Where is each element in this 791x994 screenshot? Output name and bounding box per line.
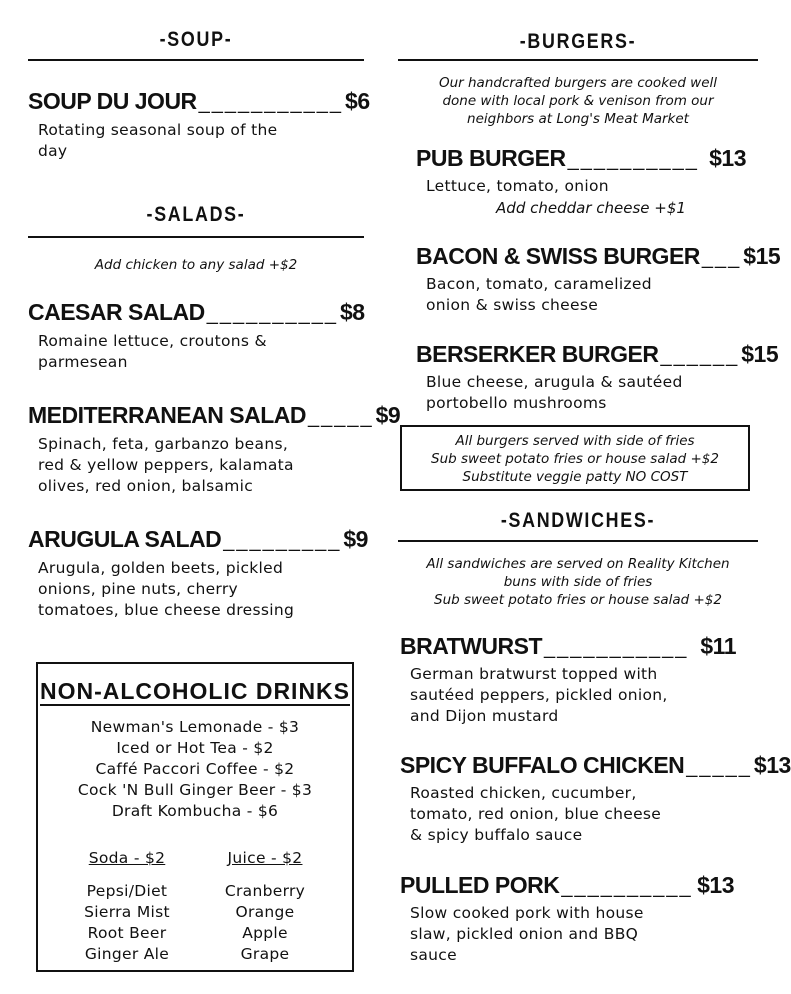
dot-leader: _____ — [308, 406, 374, 428]
juice-list — [200, 848, 330, 965]
item-price: $8 — [339, 299, 365, 325]
item-name: BRATWURST — [400, 633, 542, 659]
item-price: $9 — [375, 402, 401, 428]
item-name: BACON & SWISS BURGER — [416, 243, 700, 269]
burgers-section-title: -BURGERS- — [519, 30, 637, 53]
item-name: PULLED PORK — [400, 872, 560, 898]
item-name: CAESAR SALAD — [28, 299, 205, 325]
menu-item-spicy-buffalo-chicken — [400, 752, 791, 846]
drink-item: Iced or Hot Tea - $2 — [116, 739, 274, 757]
non-alcoholic-drinks-box — [36, 662, 354, 972]
dot-leader: _________ — [223, 530, 342, 552]
dot-leader: _____ — [686, 756, 752, 778]
menu-item-pub-burger — [416, 145, 746, 217]
dot-leader: ___ — [701, 247, 742, 269]
item-name: SPICY BUFFALO CHICKEN — [400, 752, 685, 778]
menu-item-bacon-swiss-burger — [416, 243, 781, 316]
item-name: PUB BURGER — [416, 145, 566, 171]
item-description: Lettuce, tomato, onion — [426, 177, 609, 195]
dot-leader: ______ — [660, 345, 740, 367]
item-price: $13 — [753, 752, 791, 778]
soda-heading: Soda - $2 — [88, 849, 166, 867]
item-price: $9 — [343, 526, 368, 552]
soda-item: Root Beer — [87, 924, 167, 942]
item-name: BERSERKER BURGER — [416, 341, 659, 367]
dot-leader: ___________ — [544, 637, 689, 659]
sandwiches-divider — [398, 540, 758, 542]
soda-item: Sierra Mist — [84, 903, 170, 921]
soda-list — [62, 848, 192, 965]
sandwiches-section-title: -SANDWICHES- — [500, 509, 656, 532]
drink-item: Newman's Lemonade - $3 — [90, 718, 300, 736]
juice-item: Cranberry — [224, 882, 306, 900]
burgers-note: Our handcrafted burgers are cooked well done with local pork & venison from our neighbors at Long's Meat Market — [438, 75, 718, 127]
salads-section-title: -SALADS- — [146, 203, 246, 226]
drink-item: Caffé Paccori Coffee - $2 — [95, 760, 295, 778]
soup-divider — [28, 59, 364, 61]
item-description: Spinach, feta, garbanzo beans, red & yellow peppers, kalamata olives, red onion, balsamic — [38, 435, 294, 495]
juice-heading: Juice - $2 — [227, 849, 303, 867]
item-name: MEDITERRANEAN SALAD — [28, 402, 306, 428]
dot-leader: __________ — [561, 876, 693, 898]
soda-item: Ginger Ale — [84, 945, 170, 963]
item-description: German bratwurst topped with sautéed peppers, pickled onion, and Dijon mustard — [410, 665, 668, 725]
drinks-title: NON-ALCOHOLIC DRINKS — [39, 678, 351, 704]
item-price: $15 — [741, 341, 779, 367]
item-addon-note: Add cheddar cheese +$1 — [496, 199, 686, 217]
item-price: $13 — [697, 872, 734, 898]
menu-item-caesar-salad — [28, 299, 365, 373]
item-description: Blue cheese, arugula & sautéed portobello mushrooms — [426, 373, 683, 412]
salads-divider — [28, 236, 364, 238]
soda-item: Pepsi/Diet — [86, 882, 168, 900]
menu-item-bratwurst — [400, 633, 736, 727]
item-description: Rotating seasonal soup of the day — [38, 121, 278, 160]
item-name: ARUGULA SALAD — [28, 526, 222, 552]
item-description: Roasted chicken, cucumber, tomato, red onion, blue cheese & spicy buffalo sauce — [410, 784, 662, 844]
dot-leader: __________ — [206, 303, 338, 325]
juice-item: Grape — [240, 945, 290, 963]
item-name: SOUP DU JOUR — [28, 88, 197, 114]
item-description: Arugula, golden beets, pickled onions, pine nuts, cherry tomatoes, blue cheese dressing — [38, 559, 295, 619]
menu-item-soup-du-jour — [28, 88, 370, 162]
item-description: Bacon, tomato, caramelized onion & swiss cheese — [426, 275, 652, 314]
juice-item: Orange — [235, 903, 295, 921]
menu-item-berserker-burger — [416, 341, 779, 414]
juice-item: Apple — [242, 924, 288, 942]
dot-leader: ___________ — [198, 92, 344, 114]
item-price: $6 — [345, 88, 370, 114]
soup-section-title: -SOUP- — [159, 28, 233, 51]
drink-item: Draft Kombucha - $6 — [111, 802, 279, 820]
dot-leader: __________ — [567, 149, 699, 171]
menu-item-mediterranean-salad — [28, 402, 401, 497]
item-price: $15 — [743, 243, 781, 269]
drink-item: Cock 'N Bull Ginger Beer - $3 — [77, 781, 313, 799]
sandwiches-note: All sandwiches are served on Reality Kitchen buns with side of fries Sub sweet potato fries or house salad +$2 — [426, 556, 730, 608]
menu-item-pulled-pork — [400, 872, 734, 966]
salads-note: Add chicken to any salad +$2 — [94, 257, 298, 273]
item-description: Romaine lettuce, croutons & parmesean — [38, 332, 267, 371]
burgers-divider — [398, 59, 758, 61]
item-price: $11 — [700, 633, 736, 659]
burger-sides-box: All burgers served with side of fries Sub sweet potato fries or house salad +$2 Substitute veggie patty NO COST — [400, 425, 750, 491]
drinks-list — [38, 717, 352, 822]
menu-item-arugula-salad — [28, 526, 368, 621]
item-price: $13 — [709, 145, 746, 171]
item-description: Slow cooked pork with house slaw, pickled onion and BBQ sauce — [410, 904, 644, 964]
